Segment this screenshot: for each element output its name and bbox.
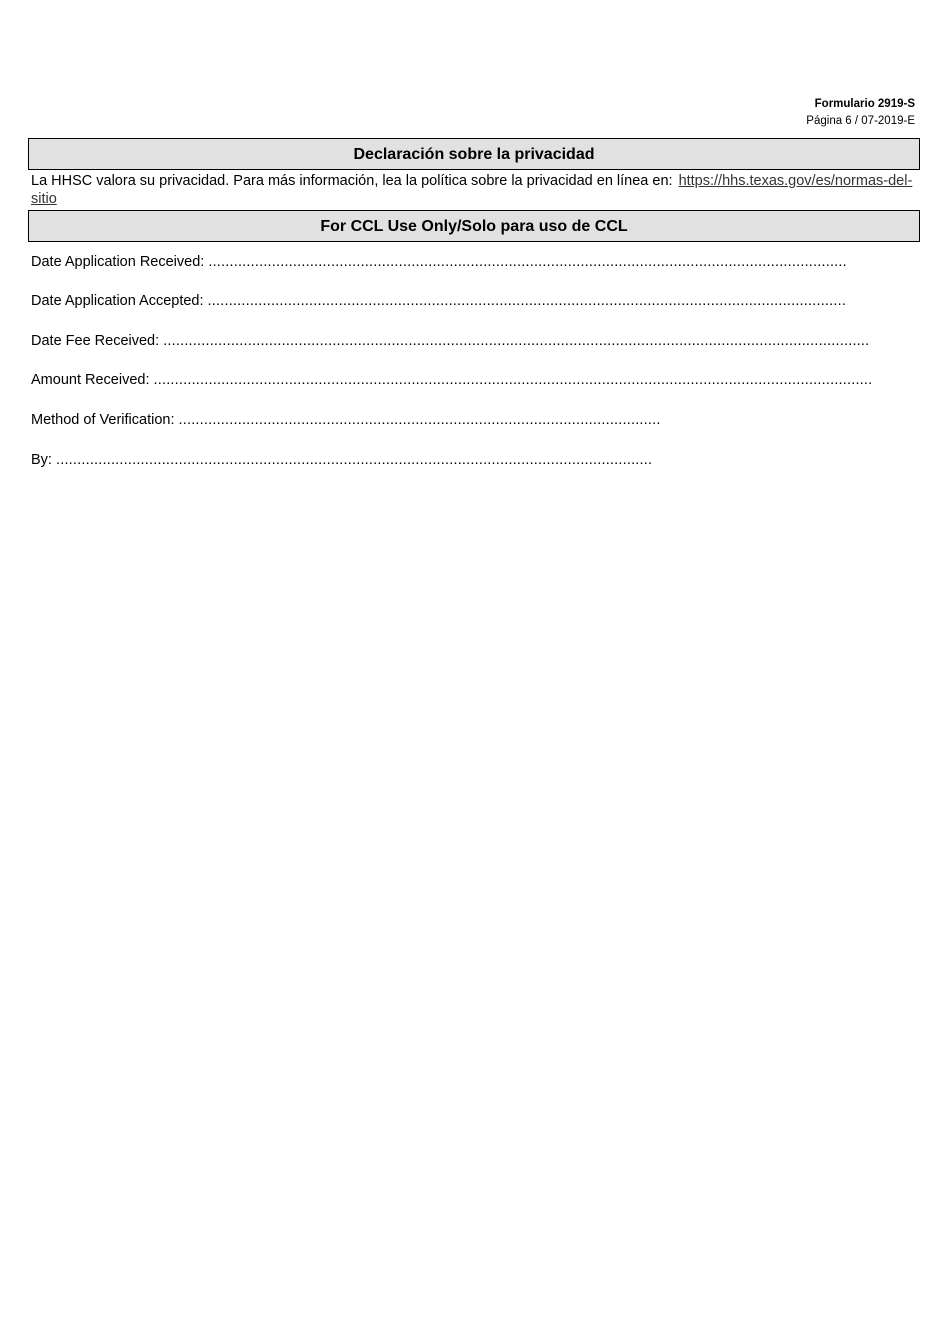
date-fee-received-field[interactable] (31, 332, 870, 350)
date-application-received-field[interactable] (31, 253, 847, 271)
dotted-leader: .................................................................................................................. (178, 412, 661, 428)
date-application-accepted-field[interactable] (31, 292, 847, 310)
privacy-section-title: Declaración sobre la privacidad (28, 138, 920, 170)
by-field[interactable] (31, 451, 653, 469)
form-header (806, 96, 915, 130)
field-label: Amount Received: (31, 372, 150, 388)
page-info: Página 6 / 07-2019-E (806, 115, 915, 127)
privacy-policy-link[interactable]: https://hhs.texas.gov/es/normas-del-sitio (31, 173, 913, 207)
field-label: By: (31, 452, 52, 468)
dotted-leader: ....................................................................................................................................................... (208, 254, 847, 270)
field-label: Date Application Accepted: (31, 293, 204, 309)
privacy-statement (31, 172, 916, 208)
dotted-leader: ....................................................................................................................................................... (207, 293, 847, 309)
method-of-verification-field[interactable] (31, 411, 661, 429)
field-label: Date Application Received: (31, 254, 205, 270)
privacy-statement-text: La HHSC valora su privacidad. Para más información, lea la política sobre la privacidad en línea en: (31, 173, 673, 189)
ccl-section-title: For CCL Use Only/Solo para uso de CCL (28, 210, 920, 242)
dotted-leader: ....................................................................................................................................................................... (163, 333, 870, 349)
dotted-leader: ............................................................................................................................................. (55, 452, 653, 468)
dotted-leader: .......................................................................................................................................................................... (153, 372, 873, 388)
field-label: Method of Verification: (31, 412, 175, 428)
form-number: Formulario 2919-S (814, 98, 915, 110)
field-label: Date Fee Received: (31, 333, 160, 349)
amount-received-field[interactable] (31, 371, 873, 389)
